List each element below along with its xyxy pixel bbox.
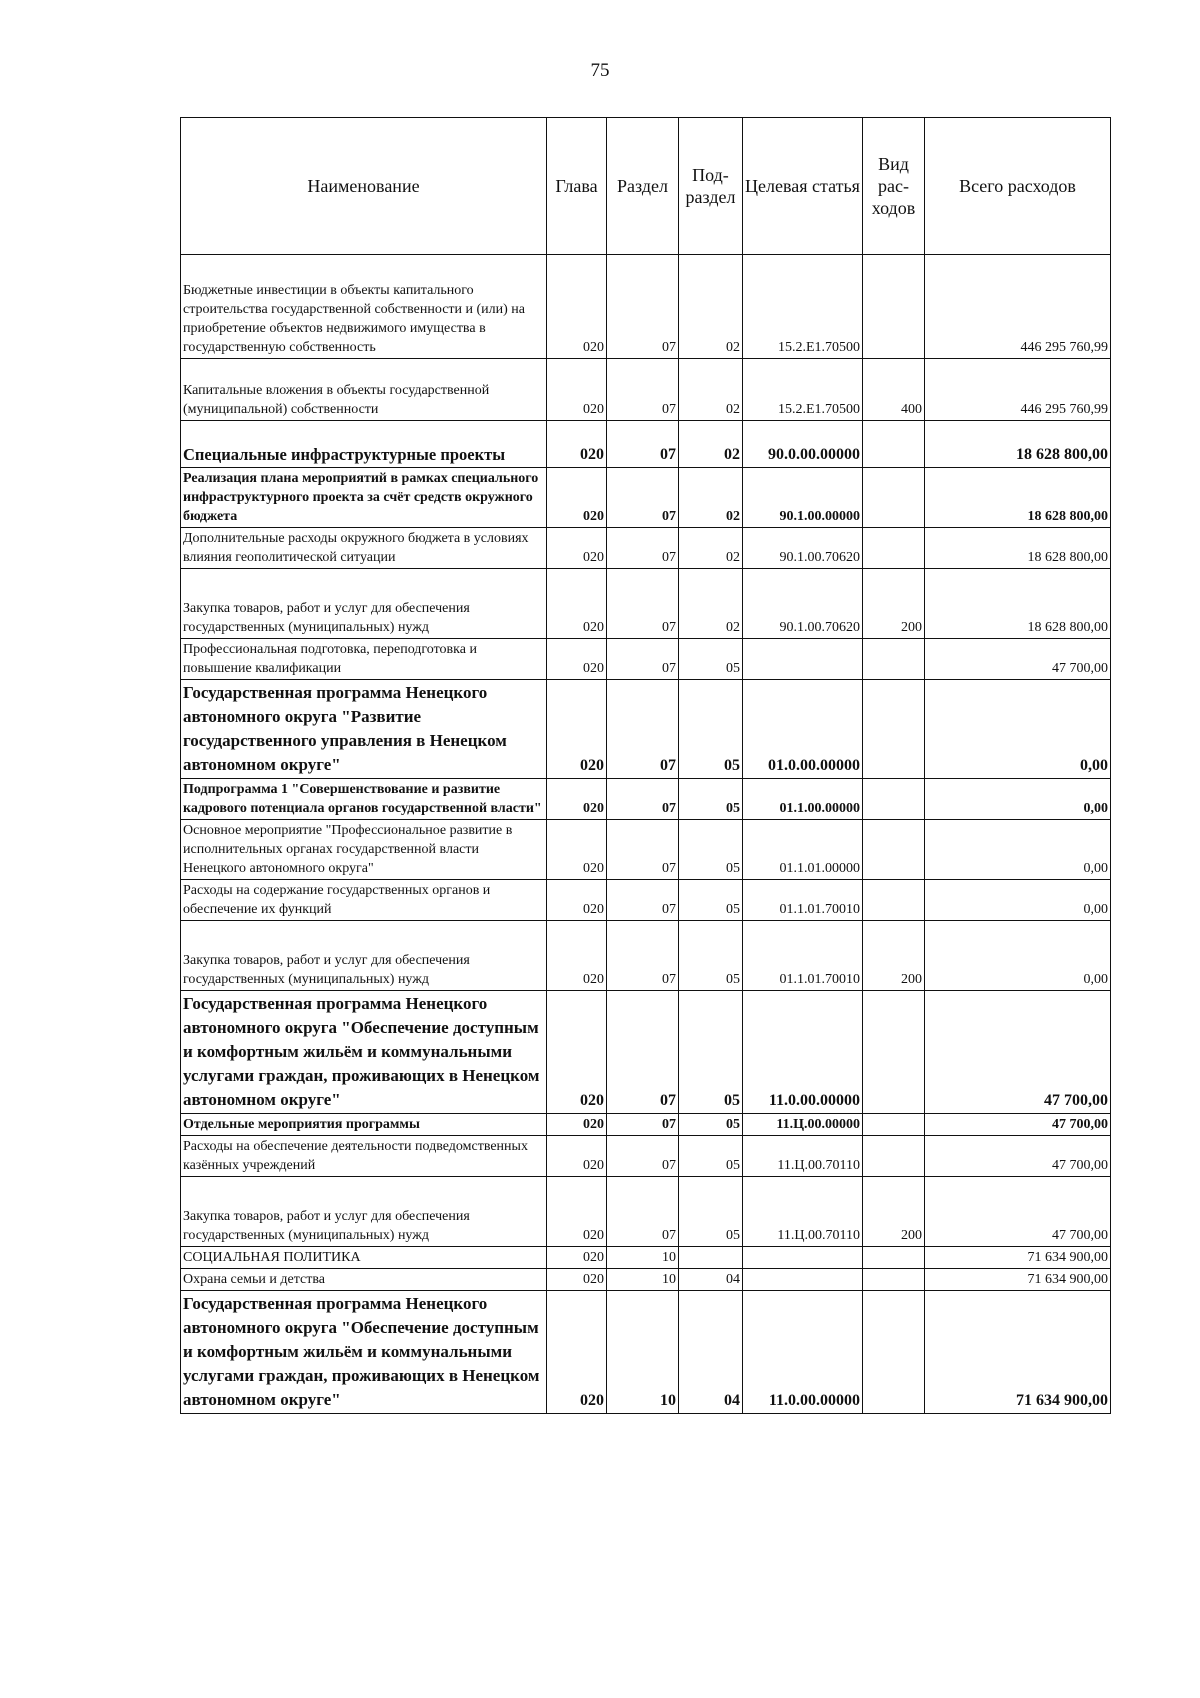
row-podrazdel: 02 (679, 421, 743, 468)
header-total: Всего расходов (925, 118, 1111, 255)
table-row (181, 1177, 1111, 1247)
row-tselevaya: 15.2.E1.70500 (743, 255, 863, 359)
row-razdel: 07 (607, 639, 679, 680)
row-razdel: 07 (607, 255, 679, 359)
row-total: 47 700,00 (925, 1136, 1111, 1177)
row-glava: 020 (547, 1291, 607, 1414)
row-podrazdel: 02 (679, 569, 743, 639)
table-row (181, 528, 1111, 569)
row-name: Основное мероприятие "Профессиональное развитие в исполнительных органах государственной власти Ненецкого автономного округа" (181, 820, 547, 880)
row-razdel: 07 (607, 779, 679, 820)
row-name: СОЦИАЛЬНАЯ ПОЛИТИКА (181, 1247, 547, 1269)
row-glava: 020 (547, 820, 607, 880)
row-vid (863, 1247, 925, 1269)
row-tselevaya: 01.1.01.70010 (743, 921, 863, 991)
row-total: 0,00 (925, 921, 1111, 991)
row-total: 47 700,00 (925, 1114, 1111, 1136)
row-name: Закупка товаров, работ и услуг для обеспечения государственных (муниципальных) нужд (181, 569, 547, 639)
table-row (181, 359, 1111, 421)
table-row (181, 921, 1111, 991)
row-total: 18 628 800,00 (925, 421, 1111, 468)
row-total: 0,00 (925, 680, 1111, 779)
row-glava: 020 (547, 359, 607, 421)
row-razdel: 07 (607, 359, 679, 421)
row-podrazdel: 04 (679, 1291, 743, 1414)
row-name: Государственная программа Ненецкого автономного округа "Развитие государственного управления в Ненецком автономном округе" (181, 680, 547, 779)
row-podrazdel: 05 (679, 1114, 743, 1136)
table-row (181, 421, 1111, 468)
table-header-row (181, 118, 1111, 255)
budget-table (180, 117, 1111, 1414)
row-tselevaya: 01.0.00.00000 (743, 680, 863, 779)
row-name: Государственная программа Ненецкого автономного округа "Обеспечение доступным и комфортным жильём и коммунальными услугами граждан, проживающих в Ненецком автономном округе" (181, 991, 547, 1114)
row-razdel: 10 (607, 1291, 679, 1414)
row-razdel: 07 (607, 880, 679, 921)
row-razdel: 07 (607, 680, 679, 779)
header-razdel: Раздел (607, 118, 679, 255)
table-body (181, 255, 1111, 1414)
table-row (181, 880, 1111, 921)
table-row (181, 1291, 1111, 1414)
table-row (181, 820, 1111, 880)
row-total: 71 634 900,00 (925, 1269, 1111, 1291)
row-razdel: 10 (607, 1269, 679, 1291)
row-vid (863, 468, 925, 528)
row-glava: 020 (547, 680, 607, 779)
row-glava: 020 (547, 921, 607, 991)
page-number: 75 (590, 60, 610, 81)
row-podrazdel: 05 (679, 921, 743, 991)
row-razdel: 07 (607, 421, 679, 468)
row-name: Государственная программа Ненецкого автономного округа "Обеспечение доступным и комфортным жильём и коммунальными услугами граждан, проживающих в Ненецком автономном округе" (181, 1291, 547, 1414)
row-razdel: 10 (607, 1247, 679, 1269)
row-vid: 200 (863, 921, 925, 991)
header-glava: Глава (547, 118, 607, 255)
table-row (181, 468, 1111, 528)
row-razdel: 07 (607, 1136, 679, 1177)
row-tselevaya: 11.Ц.00.70110 (743, 1177, 863, 1247)
row-vid (863, 1136, 925, 1177)
row-razdel: 07 (607, 528, 679, 569)
row-name: Специальные инфраструктурные проекты (181, 421, 547, 468)
header-vid: Вид рас-ходов (863, 118, 925, 255)
row-tselevaya: 90.0.00.00000 (743, 421, 863, 468)
row-glava: 020 (547, 255, 607, 359)
row-tselevaya (743, 1247, 863, 1269)
row-glava: 020 (547, 1136, 607, 1177)
header-name: Наименование (181, 118, 547, 255)
row-podrazdel: 05 (679, 991, 743, 1114)
row-vid (863, 991, 925, 1114)
row-total: 446 295 760,99 (925, 359, 1111, 421)
row-razdel: 07 (607, 991, 679, 1114)
row-tselevaya: 01.1.00.00000 (743, 779, 863, 820)
row-total: 18 628 800,00 (925, 468, 1111, 528)
header-podrazdel: Под-раздел (679, 118, 743, 255)
row-name: Расходы на обеспечение деятельности подведомственных казённых учреждений (181, 1136, 547, 1177)
row-total: 0,00 (925, 820, 1111, 880)
row-vid (863, 639, 925, 680)
row-podrazdel: 02 (679, 528, 743, 569)
row-vid (863, 1291, 925, 1414)
row-glava: 020 (547, 569, 607, 639)
row-glava: 020 (547, 1247, 607, 1269)
row-vid (863, 1114, 925, 1136)
row-total: 446 295 760,99 (925, 255, 1111, 359)
row-podrazdel (679, 1247, 743, 1269)
row-vid: 200 (863, 1177, 925, 1247)
row-razdel: 07 (607, 468, 679, 528)
table-row (181, 1136, 1111, 1177)
row-podrazdel: 05 (679, 1136, 743, 1177)
row-tselevaya: 01.1.01.00000 (743, 820, 863, 880)
row-razdel: 07 (607, 1114, 679, 1136)
row-total: 47 700,00 (925, 1177, 1111, 1247)
row-total: 18 628 800,00 (925, 569, 1111, 639)
row-glava: 020 (547, 1269, 607, 1291)
row-glava: 020 (547, 639, 607, 680)
table-row (181, 991, 1111, 1114)
row-total: 47 700,00 (925, 991, 1111, 1114)
row-name: Бюджетные инвестиции в объекты капитального строительства государственной собственности и (или) на приобретение объектов недвижимого имущества в государственную собственность (181, 255, 547, 359)
row-vid (863, 1269, 925, 1291)
row-glava: 020 (547, 468, 607, 528)
row-glava: 020 (547, 880, 607, 921)
row-podrazdel: 02 (679, 255, 743, 359)
row-vid (863, 421, 925, 468)
row-glava: 020 (547, 421, 607, 468)
row-razdel: 07 (607, 820, 679, 880)
row-total: 18 628 800,00 (925, 528, 1111, 569)
row-name: Профессиональная подготовка, переподготовка и повышение квалификации (181, 639, 547, 680)
row-podrazdel: 02 (679, 468, 743, 528)
row-glava: 020 (547, 1177, 607, 1247)
row-total: 71 634 900,00 (925, 1291, 1111, 1414)
row-vid (863, 779, 925, 820)
row-total: 0,00 (925, 880, 1111, 921)
row-total: 47 700,00 (925, 639, 1111, 680)
table-row (181, 255, 1111, 359)
row-razdel: 07 (607, 921, 679, 991)
table-row (181, 1114, 1111, 1136)
table-row (181, 680, 1111, 779)
row-vid: 400 (863, 359, 925, 421)
row-tselevaya: 90.1.00.70620 (743, 528, 863, 569)
row-podrazdel: 05 (679, 820, 743, 880)
row-glava: 020 (547, 528, 607, 569)
row-glava: 020 (547, 779, 607, 820)
row-name: Капитальные вложения в объекты государственной (муниципальной) собственности (181, 359, 547, 421)
row-tselevaya: 11.0.00.00000 (743, 1291, 863, 1414)
row-name: Охрана семьи и детства (181, 1269, 547, 1291)
row-name: Закупка товаров, работ и услуг для обеспечения государственных (муниципальных) нужд (181, 921, 547, 991)
table-row (181, 779, 1111, 820)
row-tselevaya: 90.1.00.70620 (743, 569, 863, 639)
row-glava: 020 (547, 991, 607, 1114)
row-vid (863, 680, 925, 779)
row-podrazdel: 05 (679, 639, 743, 680)
row-tselevaya: 15.2.E1.70500 (743, 359, 863, 421)
row-total: 0,00 (925, 779, 1111, 820)
row-vid (863, 255, 925, 359)
row-name: Подпрограмма 1 "Совершенствование и развитие кадрового потенциала органов государственной власти" (181, 779, 547, 820)
row-podrazdel: 02 (679, 359, 743, 421)
row-razdel: 07 (607, 1177, 679, 1247)
row-podrazdel: 05 (679, 680, 743, 779)
row-podrazdel: 04 (679, 1269, 743, 1291)
table-row (181, 1269, 1111, 1291)
row-vid (863, 820, 925, 880)
row-razdel: 07 (607, 569, 679, 639)
row-name: Отдельные мероприятия программы (181, 1114, 547, 1136)
row-glava: 020 (547, 1114, 607, 1136)
row-tselevaya: 01.1.01.70010 (743, 880, 863, 921)
row-name: Реализация плана мероприятий в рамках специального инфраструктурного проекта за счёт средств окружного бюджета (181, 468, 547, 528)
row-tselevaya (743, 1269, 863, 1291)
row-podrazdel: 05 (679, 779, 743, 820)
row-tselevaya: 11.0.00.00000 (743, 991, 863, 1114)
row-name: Расходы на содержание государственных органов и обеспечение их функций (181, 880, 547, 921)
table-row (181, 1247, 1111, 1269)
row-name: Дополнительные расходы окружного бюджета в условиях влияния геополитической ситуации (181, 528, 547, 569)
table-row (181, 639, 1111, 680)
header-tselevaya: Целевая статья (743, 118, 863, 255)
row-total: 71 634 900,00 (925, 1247, 1111, 1269)
row-vid: 200 (863, 569, 925, 639)
row-tselevaya: 90.1.00.00000 (743, 468, 863, 528)
row-vid (863, 880, 925, 921)
row-tselevaya (743, 639, 863, 680)
row-tselevaya: 11.Ц.00.00000 (743, 1114, 863, 1136)
row-podrazdel: 05 (679, 880, 743, 921)
row-tselevaya: 11.Ц.00.70110 (743, 1136, 863, 1177)
row-podrazdel: 05 (679, 1177, 743, 1247)
row-name: Закупка товаров, работ и услуг для обеспечения государственных (муниципальных) нужд (181, 1177, 547, 1247)
table-row (181, 569, 1111, 639)
row-vid (863, 528, 925, 569)
